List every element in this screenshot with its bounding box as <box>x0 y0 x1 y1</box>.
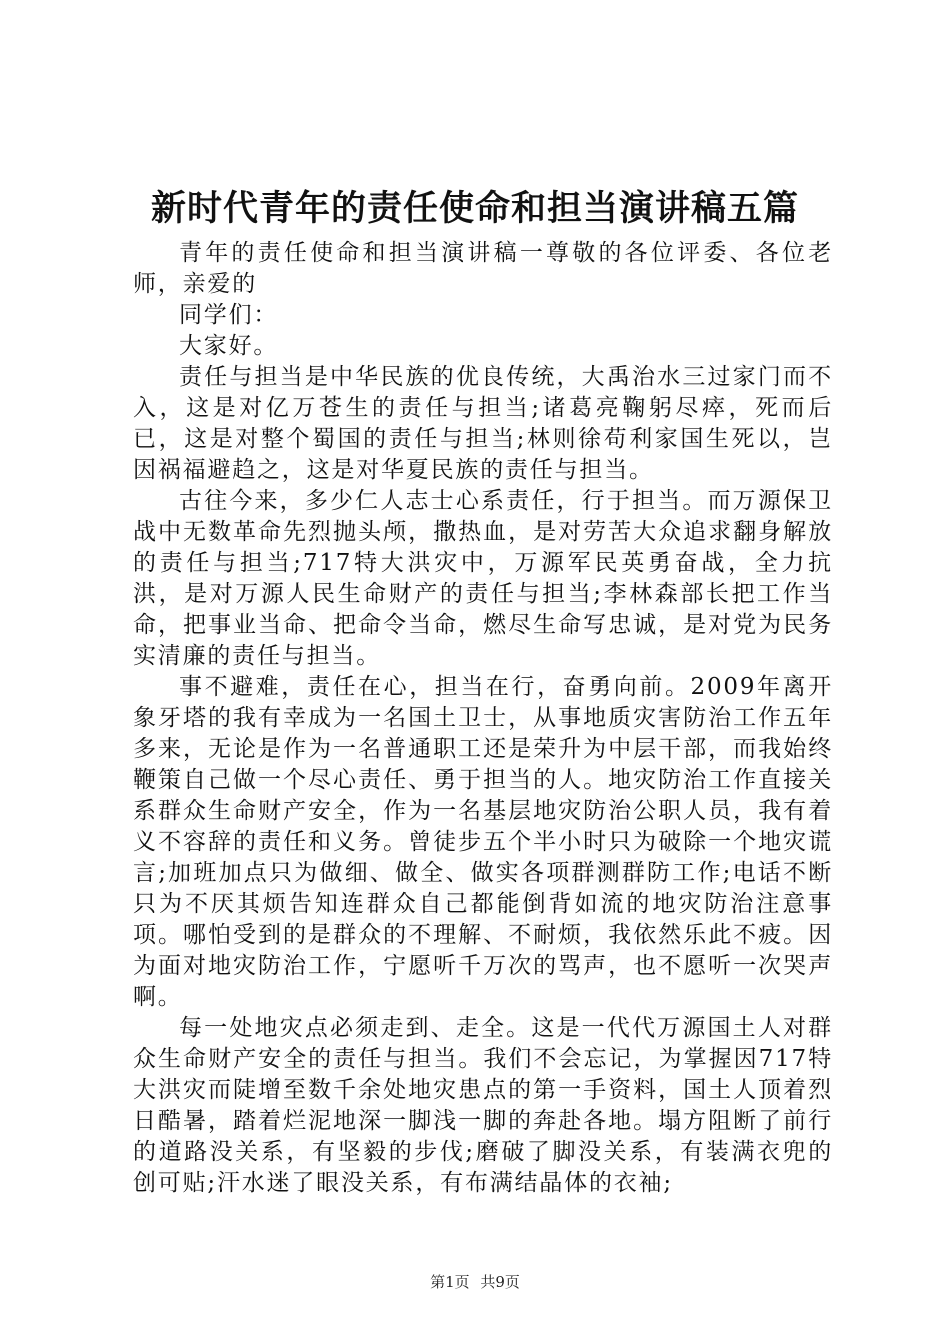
page-total: 共9页 <box>480 1273 520 1291</box>
page-number: 第1页 <box>430 1273 470 1291</box>
paragraph: 责任与担当是中华民族的优良传统，大禹治水三过家门而不入，这是对亿万苍生的责任与担当;诸葛亮鞠躬尽瘁，死而后已，这是对整个蜀国的责任与担当;林则徐苟利家国生死以，岂因祸福避趋之，这是对华夏民族的责任与担当。 <box>133 364 833 483</box>
page-footer <box>0 1272 950 1292</box>
document-title: 新时代青年的责任使命和担当演讲稿五篇 <box>150 188 799 229</box>
paragraph: 古往今来，多少仁人志士心系责任，行于担当。而万源保卫战中无数革命先烈抛头颅，撒热血，是对劳苦大众追求翻身解放的责任与担当;717特大洪灾中，万源军民英勇奋战，全力抗洪，是对万源人民生命财产的责任与担当;李林森部长把工作当命，把事业当命、把命令当命，燃尽生命写忠诚，是对党为民务实清廉的责任与担当。 <box>133 488 833 669</box>
paragraph: 事不避难，责任在心，担当在行，奋勇向前。2009年离开象牙塔的我有幸成为一名国土卫士，从事地质灾害防治工作五年多来，无论是作为一名普通职工还是荣升为中层干部，而我始终鞭策自己做一个尽心责任、勇于担当的人。地灾防治工作直接关系群众生命财产安全，作为一名基层地灾防治公职人员，我有着义不容辞的责任和义务。曾徒步五个半小时只为破除一个地灾谎言;加班加点只为做细、做全、做实各项群测群防工作;电话不断只为不厌其烦告知连群众自己都能倒背如流的地灾防治注意事项。哪怕受到的是群众的不理解、不耐烦，我依然乐此不疲。因为面对地灾防治工作，宁愿听千万次的骂声，也不愿听一次哭声啊。 <box>133 674 833 1010</box>
paragraph: 大家好。 <box>179 333 279 359</box>
paragraph: 同学们： <box>179 302 279 328</box>
paragraph: 青年的责任使命和担当演讲稿一尊敬的各位评委、各位老师，亲爱的 <box>133 240 833 297</box>
document-body <box>133 238 833 1199</box>
paragraph: 每一处地灾点必须走到、走全。这是一代代万源国土人对群众生命财产安全的责任与担当。我们不会忘记，为掌握因717特大洪灾而陡增至数千余处地灾患点的第一手资料，国土人顶着烈日酷暑，踏着烂泥地深一脚浅一脚的奔赴各地。塌方阻断了前行的道路没关系，有坚毅的步伐;磨破了脚没关系，有装满衣兜的创可贴;汗水迷了眼没关系，有布满结晶体的衣袖; <box>133 1015 833 1196</box>
